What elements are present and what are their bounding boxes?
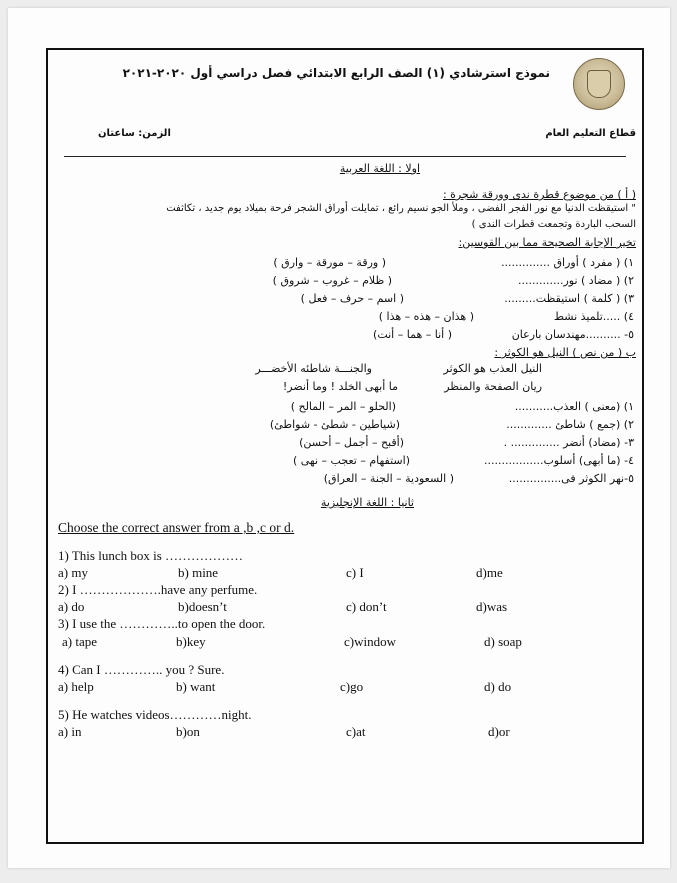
poem-q4-options: (استفهام – تعجب – نهى ): [292, 454, 410, 467]
passage-line-2: السحب الباردة وتجمعت قطرات الندى ): [471, 219, 636, 230]
eng-q2-c: c) don’t: [346, 599, 387, 614]
sector-label: قطاع التعليم العام: [545, 128, 636, 139]
poem-q2-stem: ٢) (جمع ) شاطئ .............: [506, 418, 634, 431]
eng-q4-d: d) do: [484, 679, 512, 694]
choose-instruction: تخير الإجابة الصحيحة مما بين القوسين:: [458, 236, 636, 249]
eng-q1-b: b) mine: [178, 565, 219, 580]
eng-q1-c: c) I: [346, 565, 364, 580]
eng-q4-b: b) want: [176, 679, 216, 694]
eng-q5-a: a) in: [58, 724, 82, 739]
part-b-title: ب ( من نص ) النيل هو الكوثر :: [494, 346, 636, 359]
arabic-q2-stem: ٢) ( مضاد ) نور.............: [518, 274, 634, 287]
arabic-q3-options: ( اسم – حرف – فعل ): [300, 292, 404, 305]
eng-q4-a: a) help: [58, 679, 94, 694]
poem-q1-options: (الحلو – المر – المالح ): [290, 400, 396, 413]
poem-line-1-left: والجنـــة شاطئه الأخضـــر: [255, 362, 372, 375]
eng-q1: 1) This lunch box is ………………: [58, 548, 244, 563]
passage-line-1: " استيقظت الدنيا مع نور الفجر الفضى ، وملأ الجو نسيم رائع ، تمايلت أوراق الشجر فرحة بميلاد يوم جديد ، تكاثفت: [166, 203, 636, 214]
exam-title: نموذج استرشادي (١) الصف الرابع الابتدائي فصل دراسي أول ٢٠٢٠-٢٠٢١: [122, 66, 550, 80]
arabic-section-title: اولا : اللغة العربية: [339, 162, 420, 175]
eng-q5-d: d)or: [488, 724, 510, 739]
eng-q3-b: b)key: [176, 634, 206, 649]
arabic-q5-stem: ٥- ..........مهندسان بارعان: [511, 328, 634, 341]
eng-q3-a: a) tape: [62, 634, 98, 649]
arabic-q3-stem: ٣) ( كلمة ) استيقظت.........: [504, 292, 634, 305]
poem-q3-options: (أقبح – أجمل – أحسن): [299, 436, 404, 449]
eng-q2: 2) I ……………….have any perfume.: [58, 582, 258, 597]
eng-q5-c: c)at: [346, 724, 366, 739]
poem-q1-stem: ١) (معنى ) العذب...........: [514, 400, 634, 413]
eng-q5-b: b)on: [176, 724, 200, 739]
poem-q3-stem: ٣- (مضاد) أنضر .............. .: [503, 436, 634, 449]
ministry-emblem-icon: [573, 58, 625, 110]
arabic-q4-options: ( هذان – هذه – هذا ): [378, 310, 474, 323]
eng-q2-b: b)doesn’t: [178, 599, 227, 614]
arabic-q4-stem: ٤) .....تلميذ نشط: [553, 310, 634, 323]
eng-q1-a: a) my: [58, 565, 88, 580]
poem-line-1-right: النيل العذب هو الكوثر: [443, 362, 542, 375]
eng-q2-d: d)was: [476, 599, 508, 614]
eng-q4: 4) Can I ………….. you ? Sure.: [58, 662, 225, 677]
eng-q4-c: c)go: [340, 679, 364, 694]
time-label: الزمن: ساعتان: [98, 128, 171, 139]
arabic-q1-stem: ١) ( مفرد ) أوراق ..............: [501, 256, 634, 269]
english-section-title: ثانيا : اللغة الإنجليزية: [320, 496, 414, 509]
eng-q3: 3) I use the …………..to open the door.: [58, 616, 266, 631]
poem-line-2-right: ريان الصفحة والمنظر: [444, 380, 542, 393]
eng-q3-c: c)window: [344, 634, 396, 649]
eng-q2-a: a) do: [58, 599, 85, 614]
eng-q1-d: d)me: [476, 565, 503, 580]
part-a-title: ( أ ) من موضوع قطرة ندى وورقة شجرة :: [442, 188, 636, 201]
arabic-q2-options: ( ظلام – غروب – شروق ): [272, 274, 392, 287]
exam-frame: [46, 48, 644, 844]
poem-q2-options: (شياطين - شطئ - شواطئ): [269, 418, 400, 431]
poem-q5-options: ( السعودية – الجنة – العراق): [323, 472, 454, 485]
document-page: [8, 8, 670, 868]
eng-q5: 5) He watches videos…………night.: [58, 707, 252, 722]
english-instruction: Choose the correct answer from a ,b ,c or d.: [58, 520, 295, 535]
header-divider: [64, 156, 626, 157]
poem-q5-stem: ٥-نهر الكوثر فى...............: [508, 472, 634, 485]
eng-q3-d: d) soap: [484, 634, 522, 649]
poem-q4-stem: ٤- (ما أبهى) أسلوب.................: [484, 454, 634, 467]
poem-line-2-left: ما أبهى الخلد ! وما أنضر!: [282, 380, 398, 393]
arabic-q1-options: ( ورقة – مورقة – وارق ): [273, 256, 386, 269]
arabic-q5-options: ( أنا – هما – أنت): [373, 328, 452, 341]
